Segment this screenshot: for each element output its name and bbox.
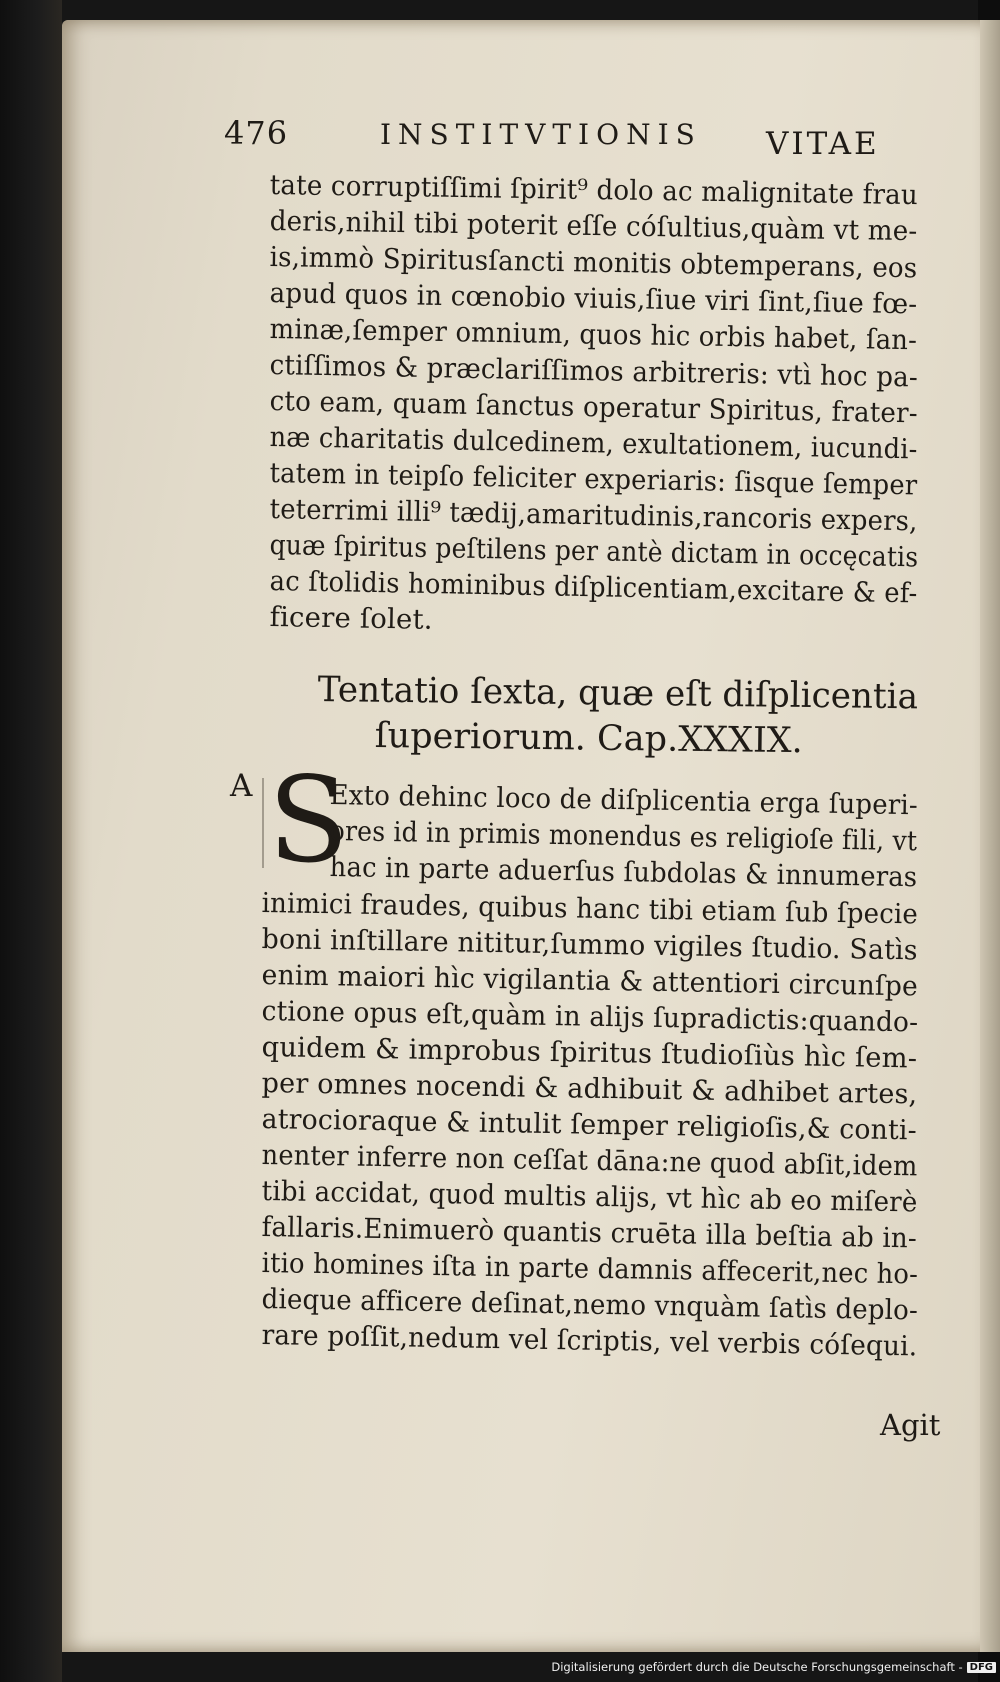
text-line: tate corruptiſſimi ſpirit⁹ dolo ac malignitate frau [269,168,919,212]
text-line: tatem in teipſo feliciter experiaris: ſisque ſemper [269,456,918,502]
text-line: quidem & improbus ſpiritus ſtudioſiùs hìc ſem- [261,1030,918,1075]
text-line: Exto dehinc loco de diſplicentia erga ſuperi- [329,778,919,822]
chapter-heading-line-2: ſuperiorum. Cap.XXXIX. [374,715,804,762]
text-line: per omnes nocendi & adhibuit & adhibet artes, [261,1066,918,1111]
text-line: teterrimi illi⁹ tædij,amaritudinis,rancoris expers, [269,492,918,538]
text-line: rare poſſit,nedum vel ſcriptis, vel verbis cóſequi. [261,1318,918,1363]
text-line: apud quos in cœnobio viuis,ſiue viri ſint,ſiue fœ- [269,276,918,321]
page-edge-shadow [980,20,1000,1652]
text-line: minæ,ſemper omnium, quos hic orbis habet, ſan- [269,312,918,357]
text-line: atrocioraque & intulit ſemper religioſis,& conti- [261,1102,918,1147]
page-number: 476 [224,114,289,152]
text-line: deris,nihil tibi poterit eſſe cóſultius,quàm vt me- [269,204,918,248]
running-head: INSTITVTIONIS [380,118,702,151]
text-line: nenter inferre non ceſſat dāna:ne quod abſit,idem [261,1138,918,1183]
text-line: hac in parte aduerſus ſubdolas & innumeras [329,850,918,894]
credit-text: Digitalisierung gefördert durch die Deutsche Forschungsgemeinschaft - [551,1660,963,1674]
text-line: quæ ſpiritus peſtilens per antè dictam in occęcatis [269,528,919,574]
text-line: boni inſtillare nititur,ſummo vigiles ſtudio. Satìs [261,922,919,967]
text-line: ores id in primis monendus es religioſe fili, vt [329,814,918,858]
scan-background-left [0,0,62,1682]
text-line: dieque afficere deſinat,nemo vnquàm ſatìs deplo- [261,1282,919,1327]
decorated-initial: S [268,751,349,889]
text-line: tibi accidat, quod multis alijs, vt hìc ab eo miſerè [261,1174,918,1219]
running-head-right: VITAE [766,126,880,162]
text-line: inimici fraudes, quibus hanc tibi etiam ſub ſpecie [261,886,919,931]
digitization-credit [551,1660,996,1674]
text-line: is,immò Spiritusſancti monitis obtemperans, eos [269,240,918,285]
dfg-logo: DFG [967,1662,996,1673]
text-line: fallaris.Enimuerò quantis cruēta illa beſtia ab in- [261,1210,918,1255]
chapter-heading-line-1: Tentatio ſexta, quæ eſt diſplicentia [317,669,919,718]
text-line: cto eam, quam ſanctus operatur Spiritus, frater- [269,384,919,430]
text-line: ac ſtolidis hominibus diſplicentiam,excitare & ef- [269,564,918,610]
text-line: enim maiori hìc vigilantia & attentiori circunſpe [261,958,919,1003]
text-line: næ charitatis dulcedinem, exultationem, iucundi- [269,420,918,466]
catchword: Agit [880,1408,941,1442]
text-line: ctiſſimos & præclariſſimos arbitreris: vtì hoc pa- [269,348,919,394]
margin-letter: A [230,768,253,804]
text-line: ctione opus eſt,quàm in alijs ſupradictis:quando- [261,994,919,1039]
text-line: ficere ſolet. [269,600,433,636]
text-line: itio homines iſta in parte damnis affecerit,nec ho- [261,1246,919,1291]
